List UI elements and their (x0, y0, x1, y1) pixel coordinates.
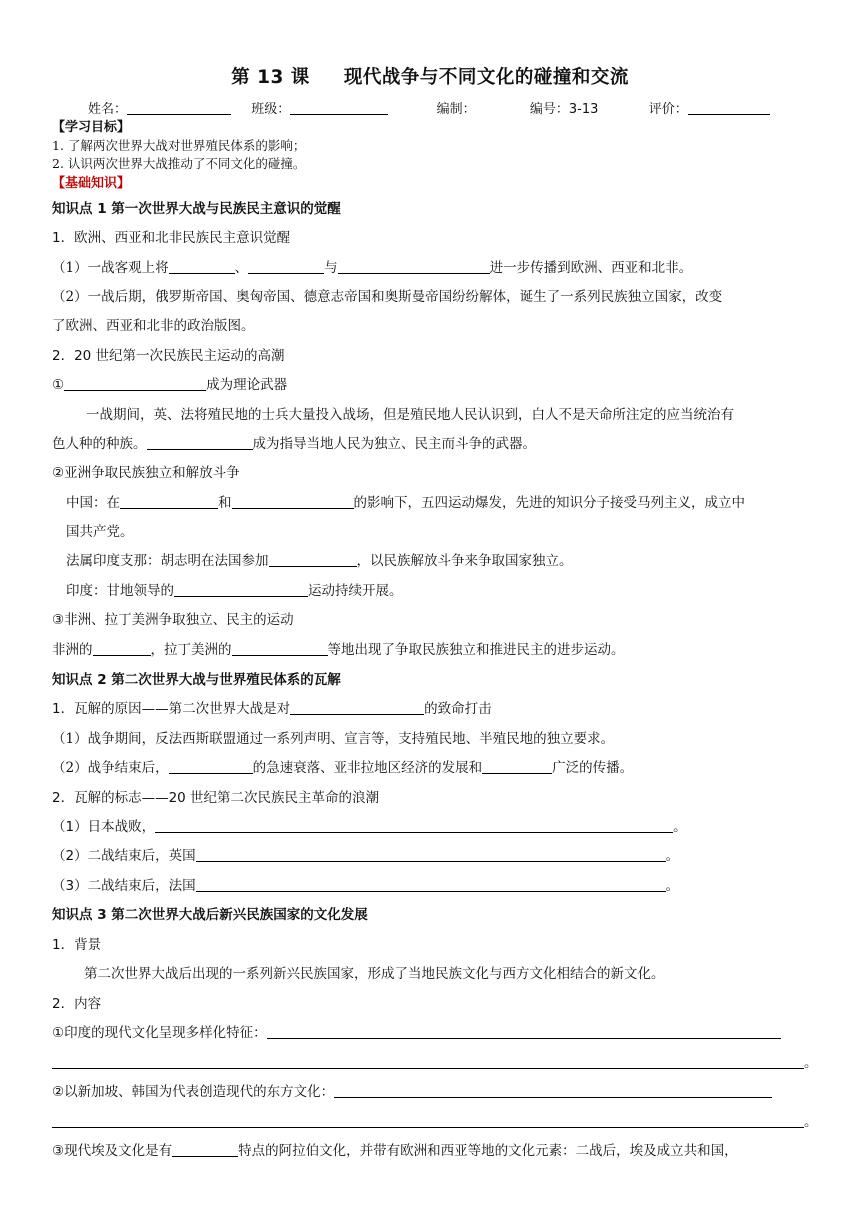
objectives-heading: 【学习目标】 (52, 120, 131, 135)
number-label: 编号：3-13 (529, 102, 599, 117)
answer-line-7[interactable] (52, 1113, 804, 1128)
blank-1[interactable] (169, 259, 235, 274)
kp3-item-2: ②以新加坡、韩国为代表创造现代的东方文化： (52, 1082, 812, 1102)
class-label: 班级： (251, 102, 291, 117)
lesson-topic: 现代战争与不同文化的碰撞和交流 (343, 67, 629, 88)
basics-heading: 【基础知识】 (52, 176, 131, 191)
kp1-point-2a: （2）一战后期，俄罗斯帝国、奥匈帝国、德意志帝国和奥斯曼帝国纷纷解体，诞生了一系列民族独立国家，改变 (52, 289, 723, 305)
blank-5[interactable] (147, 435, 253, 450)
kp1-china-a: 中国：在 和 的影响下，五四运动爆发，先进的知识分子接受马列主义，成立中 (66, 495, 745, 511)
editor-label: 编制： (436, 102, 476, 117)
kp2-section-2: 2．瓦解的标志——20 世纪第二次民族民主革命的浪潮 (52, 790, 380, 806)
answer-line-4[interactable] (267, 1024, 781, 1039)
kp3-item-1-cont: 。 (52, 1053, 812, 1073)
answer-line-5[interactable] (52, 1054, 804, 1069)
kp2-question-1: （1）日本战败， 。 (52, 819, 687, 835)
name-label: 姓名： (88, 102, 128, 117)
lesson-number: 第 13 课 (231, 67, 310, 88)
kp1-section-2: 2．20 世纪第一次民族民主运动的高潮 (52, 348, 285, 364)
blank-2[interactable] (248, 259, 324, 274)
kp1-section-1: 1．欧洲、西亚和北非民族民主意识觉醒 (52, 230, 291, 246)
kp3-section-2: 2．内容 (52, 996, 102, 1012)
blank-8[interactable] (269, 552, 357, 567)
blank-12[interactable] (290, 700, 424, 715)
blank-15[interactable] (172, 1142, 238, 1157)
kp1-point-2b: 了欧洲、西亚和北非的政治版图。 (52, 318, 255, 334)
kp2-point-2: （2）战争结束后， 的急速衰落、亚非拉地区经济的发展和 广泛的传播。 (52, 760, 634, 776)
kp1-para-1a: 一战期间，英、法将殖民地的士兵大量投入战场，但是殖民地人民认识到，白人不是天命所注定的应当统治有 (86, 407, 734, 423)
kp1-india: 印度：甘地领导的 运动持续开展。 (66, 583, 403, 599)
kp2-heading: 知识点 2 第二次世界大战与世界殖民体系的瓦解 (52, 672, 341, 688)
answer-line-1[interactable] (155, 818, 673, 833)
objective-item-2: 2. 认识两次世界大战推动了不同文化的碰撞。 (52, 156, 306, 171)
kp1-circle-1: ① 成为理论武器 (52, 377, 288, 393)
name-field[interactable] (127, 100, 231, 115)
kp1-para-1b: 色人种的种族。 成为指导当地人民为独立、民主而斗争的武器。 (52, 436, 536, 452)
kp3-heading: 知识点 3 第二次世界大战后新兴民族国家的文化发展 (52, 907, 368, 923)
answer-line-2[interactable] (196, 847, 666, 862)
answer-line-6[interactable] (334, 1083, 772, 1098)
blank-14[interactable] (482, 759, 552, 774)
blank-13[interactable] (169, 759, 253, 774)
kp1-indochina: 法属印度支那：胡志明在法国参加 ，以民族解放斗争来争取国家独立。 (66, 553, 573, 569)
kp3-item-2-cont: 。 (52, 1112, 812, 1132)
kp1-china-b: 国共产党。 (66, 524, 134, 540)
kp3-background: 第二次世界大战后出现的一系列新兴民族国家，形成了当地民族文化与西方文化相结合的新文化。 (84, 966, 665, 982)
kp3-item-3: ③现代埃及文化是有 特点的阿拉伯文化，并带有欧洲和西亚等地的文化元素：二战后，埃及成立共和国， (52, 1143, 738, 1159)
kp1-circle-2: ②亚洲争取民族独立和解放斗争 (52, 465, 240, 481)
blank-3[interactable] (338, 259, 490, 274)
answer-line-3[interactable] (196, 877, 666, 892)
blank-9[interactable] (174, 582, 308, 597)
kp1-africa: 非洲的 ，拉丁美洲的 等地出现了争取民族独立和推进民主的进步运动。 (52, 642, 625, 658)
kp1-circle-3: ③非洲、拉丁美洲争取独立、民主的运动 (52, 612, 294, 628)
kp3-section-1: 1．背景 (52, 937, 102, 953)
student-info-row (88, 100, 812, 120)
kp1-heading: 知识点 1 第一次世界大战与民族民主意识的觉醒 (52, 201, 341, 217)
blank-7[interactable] (232, 494, 354, 509)
objective-item-1: 1. 了解两次世界大战对世界殖民体系的影响； (52, 138, 306, 153)
kp2-section-1: 1．瓦解的原因——第二次世界大战是对 的致命打击 (52, 701, 492, 717)
eval-field[interactable] (688, 100, 770, 115)
kp3-item-1: ①印度的现代文化呈现多样化特征： (52, 1023, 812, 1043)
kp2-question-2: （2）二战结束后，英国 。 (52, 848, 680, 864)
kp1-point-1: （1）一战客观上将 、 与 进一步传播到欧洲、西亚和北非。 (52, 260, 693, 276)
blank-6[interactable] (120, 494, 218, 509)
class-field[interactable] (290, 100, 388, 115)
eval-label: 评价： (648, 102, 688, 117)
kp2-point-1: （1）战争期间，反法西斯联盟通过一系列声明、宣言等，支持殖民地、半殖民地的独立要求。 (52, 731, 615, 747)
blank-11[interactable] (232, 641, 328, 656)
page-title (0, 63, 860, 89)
kp2-question-3: （3）二战结束后，法国 。 (52, 878, 680, 894)
blank-10[interactable] (93, 641, 151, 656)
blank-4[interactable] (64, 376, 206, 391)
